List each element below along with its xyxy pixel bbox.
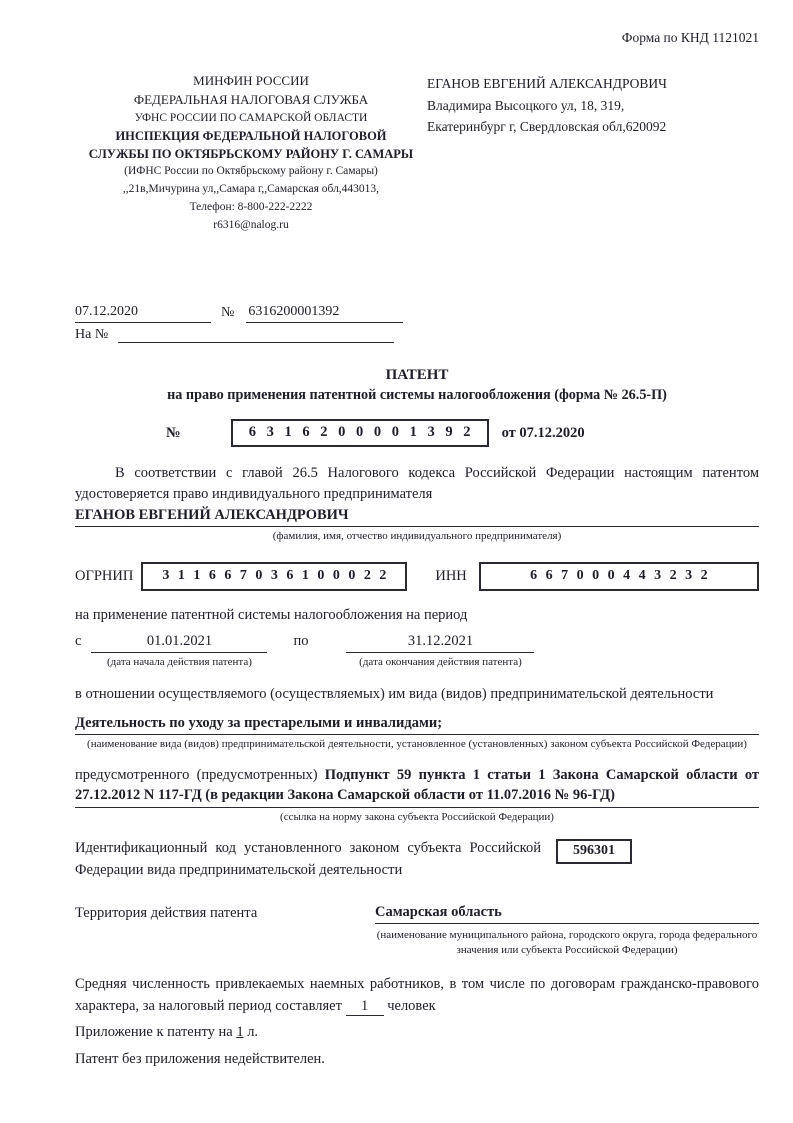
issuer-line-6: (ИФНС России по Октябрьскому району г. Самары) xyxy=(124,165,378,178)
reply-reference-blank-line xyxy=(118,326,394,343)
title-main: ПАТЕНТ xyxy=(385,367,449,384)
period-intro: на применение патентной системы налогообложения на период xyxy=(75,606,468,623)
patent-number-row xyxy=(75,419,759,447)
patent-number-sign: № xyxy=(166,424,181,441)
issuer-line-1: МИНФИН РОССИИ xyxy=(193,73,309,88)
attachment-text-part1: Приложение к патенту на xyxy=(75,1023,237,1040)
activity-caption: (наименование вида (видов) предпринимательской деятельности, установленное (установленных) законом субъекта Российской Федерации) xyxy=(87,738,747,751)
issuer-phone: Телефон: 8-800-222-2222 xyxy=(189,200,313,213)
activity-name-field: Деятельность по уходу за престарелыми и инвалидами; xyxy=(75,715,759,735)
document-date: 07.12.2020 xyxy=(75,304,211,323)
date-to-caption: (дата окончания действия патента) xyxy=(359,655,522,668)
workers-text-part2: человек xyxy=(383,998,436,1015)
intro-paragraph: В соответствии с главой 26.5 Налогового кодекса Российской Федерации настоящим патентом удостоверяется право индивидуального предпринимателя xyxy=(75,465,759,503)
date-from-caption: (дата начала действия патента) xyxy=(106,655,252,668)
activity-intro: в отношении осуществляемого (осуществляемых) им вида (видов) предпринимательской деятельности xyxy=(75,686,714,703)
territory-label: Территория действия патента xyxy=(75,904,258,921)
date-from-value: 01.01.2021 xyxy=(91,633,267,653)
ogrnip-label: ОГРНИП xyxy=(75,567,134,584)
law-prefix: предусмотренного (предусмотренных) xyxy=(75,766,325,783)
law-reference-value: Подпункт 59 пункта 1 статьи 1 Закона Самарской области от 27.12.2012 N 117-ГД (в редакции Закона Самарской области от 11.07.2016 № 96-ГД) xyxy=(75,766,759,804)
law-caption: (ссылка на норму закона субъекта Российской Федерации) xyxy=(280,810,554,823)
patent-date: от 07.12.2020 xyxy=(501,424,585,441)
validity-period-row xyxy=(75,633,759,670)
recipient-name: ЕГАНОВ ЕВГЕНИЙ АЛЕКСАНДРОВИЧ xyxy=(427,76,667,91)
issuer-line-2: ФЕДЕРАЛЬНАЯ НАЛОГОВАЯ СЛУЖБА xyxy=(133,91,369,107)
date-to-label: по xyxy=(293,632,309,649)
date-from-label: с xyxy=(75,632,82,649)
document-number: 6316200001392 xyxy=(246,304,403,323)
identification-code-box: 596301 xyxy=(556,839,632,864)
inn-box: 6 6 7 0 0 0 4 4 3 2 3 2 xyxy=(479,562,759,591)
date-to-value: 31.12.2021 xyxy=(346,633,534,653)
entrepreneur-name-field: ЕГАНОВ ЕВГЕНИЙ АЛЕКСАНДРОВИЧ xyxy=(75,507,759,527)
ogrnip-box: 3 1 1 6 6 7 0 3 6 1 0 0 0 2 2 xyxy=(141,562,407,591)
issuer-address: ,,21в,Мичурина ул,,Самара г,,Самарская обл,443013, xyxy=(122,183,380,195)
issuer-line-3: УФНС РОССИИ ПО САМАРСКОЙ ОБЛАСТИ xyxy=(134,111,368,124)
territory-field xyxy=(375,904,759,959)
document-title xyxy=(75,367,759,404)
territory-caption: (наименование муниципального района, городского округа, города федерального значения или субъекта Российской Федерации) xyxy=(376,928,758,956)
date-to-field xyxy=(346,633,534,670)
inn-label: ИНН xyxy=(435,567,467,584)
workers-paragraph xyxy=(75,974,759,1018)
date-from-field xyxy=(91,633,267,670)
attachment-pages-value: 1 xyxy=(236,1023,244,1040)
attachment-paragraph xyxy=(75,1024,759,1041)
workers-count-field: 1 xyxy=(346,999,384,1016)
document-header xyxy=(75,72,759,234)
patent-number-box: 6 3 1 6 2 0 0 0 0 1 3 9 2 xyxy=(231,419,489,447)
reference-block xyxy=(75,304,759,343)
title-subtitle: на право применения патентной системы налогообложения (форма № 26.5-П) xyxy=(167,387,667,404)
entrepreneur-name-caption: (фамилия, имя, отчество индивидуального предпринимателя) xyxy=(272,529,562,542)
form-code: Форма по КНД 1121021 xyxy=(621,30,759,45)
recipient-address-line-2: Екатеринбург г, Свердловская обл,620092 xyxy=(427,119,667,135)
validity-note: Патент без приложения недействителен. xyxy=(75,1050,325,1067)
number-sign: № xyxy=(221,305,235,321)
reference-row xyxy=(75,304,759,323)
attachment-text-part2: л. xyxy=(243,1023,259,1040)
territory-value: Самарская область xyxy=(375,904,759,924)
recipient-block xyxy=(427,72,759,234)
identification-code-row xyxy=(75,838,759,882)
workers-text-part1: Средняя численность привлекаемых наемных работников, в том числе по договорам гражданско-правового характера, за налоговый период составляет xyxy=(75,976,759,1015)
recipient-address-line-1: Владимира Высоцкого ул, 18, 319, xyxy=(427,97,625,113)
issuer-email: r6316@nalog.ru xyxy=(213,218,289,231)
territory-row xyxy=(75,904,759,959)
issuer-block xyxy=(75,72,427,234)
codes-row xyxy=(75,562,759,591)
law-reference-paragraph xyxy=(75,765,759,808)
reply-reference-label: На № xyxy=(75,327,109,343)
issuer-line-5: СЛУЖБЫ ПО ОКТЯБРЬСКОМУ РАЙОНУ Г. САМАРЫ xyxy=(88,147,414,162)
issuer-line-4: ИНСПЕКЦИЯ ФЕДЕРАЛЬНОЙ НАЛОГОВОЙ xyxy=(115,128,387,143)
identification-code-label: Идентификационный код установленного законом субъекта Российской Федерации вида предпринимательской деятельности xyxy=(75,840,541,878)
reply-reference-row xyxy=(75,326,759,343)
